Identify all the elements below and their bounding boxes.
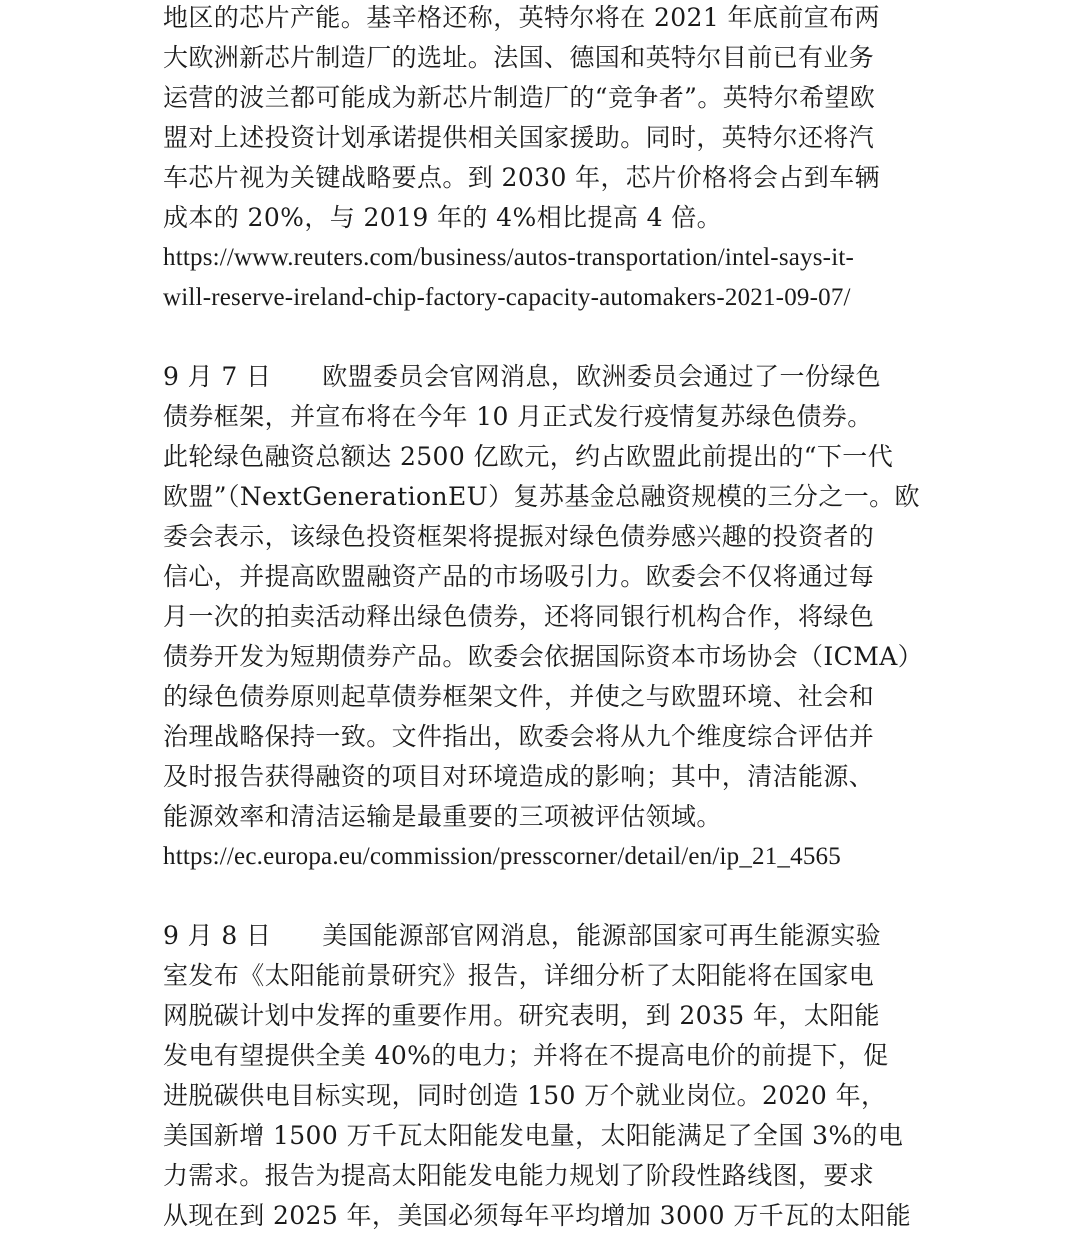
paragraph-line: 信心，并提高欧盟融资产品的市场吸引力。欧委会不仅将通过每	[163, 562, 875, 591]
paragraph-line: 能源效率和清洁运输是最重要的三项被评估领域。	[163, 802, 722, 831]
paragraph-line: 9 月 7 日 欧盟委员会官网消息，欧洲委员会通过了一份绿色	[163, 362, 882, 391]
source-url-line: https://www.reuters.com/business/autos-transportation/intel-says-it-	[163, 244, 855, 271]
source-url-line: https://ec.europa.eu/commission/presscorner/detail/en/ip_21_4565	[163, 843, 841, 870]
paragraph-line: 运营的波兰都可能成为新芯片制造厂的“竞争者”。英特尔希望欧	[163, 83, 876, 112]
paragraph-line: 大欧洲新芯片制造厂的选址。法国、德国和英特尔目前已有业务	[163, 43, 875, 72]
paragraph-line: 9 月 8 日 美国能源部官网消息，能源部国家可再生能源实验	[163, 921, 882, 950]
paragraph-line: 地区的芯片产能。基辛格还称，英特尔将在 2021 年底前宣布两	[163, 3, 880, 32]
paragraph-line: 债券框架，并宣布将在今年 10 月正式发行疫情复苏绿色债券。	[163, 402, 873, 431]
paragraph-line: 的绿色债券原则起草债券框架文件，并使之与欧盟环境、社会和	[163, 682, 875, 711]
paragraph-line: 从现在到 2025 年，美国必须每年平均增加 3000 万千瓦的太阳能	[163, 1201, 912, 1230]
paragraph-line: 债券开发为短期债券产品。欧委会依据国际资本市场协会（ICMA）	[163, 642, 924, 671]
paragraph-line: 月一次的拍卖活动释出绿色债券，还将同银行机构合作，将绿色	[163, 602, 875, 631]
paragraph-line: 盟对上述投资计划承诺提供相关国家援助。同时，英特尔还将汽	[163, 123, 875, 152]
paragraph-line: 车芯片视为关键战略要点。到 2030 年，芯片价格将会占到车辆	[163, 163, 880, 192]
paragraph-line: 进脱碳供电目标实现，同时创造 150 万个就业岗位。2020 年，	[163, 1081, 887, 1110]
paragraph-line: 力需求。报告为提高太阳能发电能力规划了阶段性路线图，要求	[163, 1161, 875, 1190]
news-item-doe-solar	[163, 916, 911, 1236]
source-url-line: will-reserve-ireland-chip-factory-capacity-automakers-2021-09-07/	[163, 284, 851, 311]
paragraph-line: 室发布《太阳能前景研究》报告，详细分析了太阳能将在国家电	[163, 961, 875, 990]
paragraph-line: 发电有望提供全美 40%的电力；并将在不提高电价的前提下，促	[163, 1041, 889, 1070]
paragraph-line: 委会表示，该绿色投资框架将提振对绿色债券感兴趣的投资者的	[163, 522, 875, 551]
news-item-eu-green-bonds	[163, 357, 923, 877]
news-item-intel	[163, 0, 880, 318]
paragraph-line: 治理战略保持一致。文件指出，欧委会将从九个维度综合评估并	[163, 722, 875, 751]
paragraph-line: 欧盟”（NextGenerationEU）复苏基金总融资规模的三分之一。欧	[163, 482, 920, 511]
paragraph-line: 成本的 20%，与 2019 年的 4%相比提高 4 倍。	[163, 203, 723, 232]
paragraph-line: 此轮绿色融资总额达 2500 亿欧元，约占欧盟此前提出的“下一代	[163, 442, 894, 471]
paragraph-line: 美国新增 1500 万千瓦太阳能发电量，太阳能满足了全国 3%的电	[163, 1121, 904, 1150]
paragraph-line: 网脱碳计划中发挥的重要作用。研究表明，到 2035 年，太阳能	[163, 1001, 880, 1030]
paragraph-line: 及时报告获得融资的项目对环境造成的影响；其中，清洁能源、	[163, 762, 875, 791]
